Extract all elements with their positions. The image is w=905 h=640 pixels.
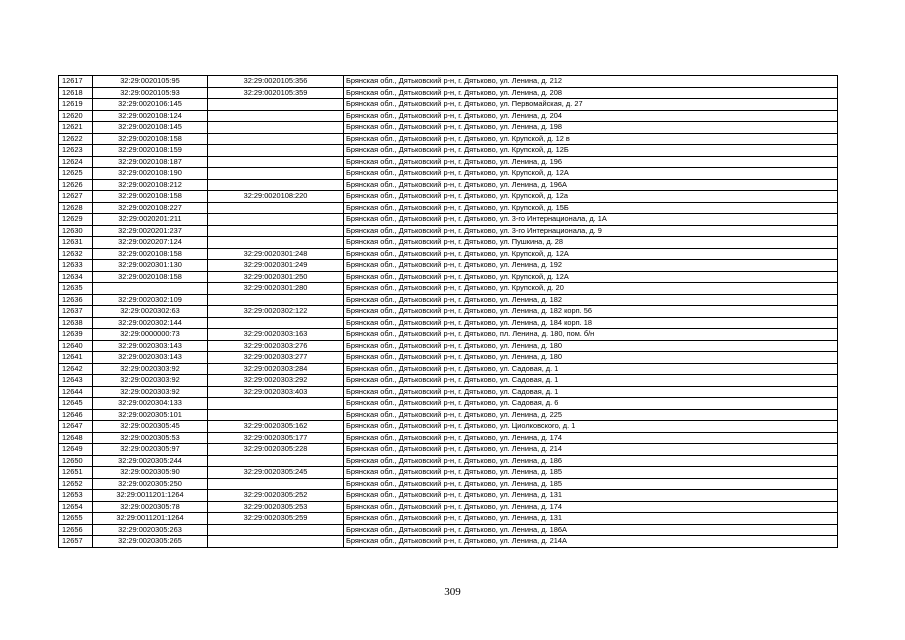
cadastral-number-2-cell: 32:29:0020305:252 (208, 490, 344, 502)
cadastral-number-2-cell: 32:29:0020301:248 (208, 248, 344, 260)
page-number: 309 (444, 586, 461, 598)
cadastral-number-cell: 32:29:0020108:212 (93, 179, 208, 191)
cadastral-number-cell: 32:29:0000000:73 (93, 329, 208, 341)
cadastral-number-cell: 32:29:0011201:1264 (93, 513, 208, 525)
cadastral-number-2-cell (208, 156, 344, 168)
row-number-cell: 12641 (59, 352, 93, 364)
row-number-cell: 12624 (59, 156, 93, 168)
cadastral-number-cell: 32:29:0020305:53 (93, 432, 208, 444)
cadastral-number-2-cell: 32:29:0020305:177 (208, 432, 344, 444)
row-number-cell: 12632 (59, 248, 93, 260)
table-row (59, 513, 838, 525)
address-cell: Брянская обл., Дятьковский р-н, г. Дятьково, ул. Пушкина, д. 28 (344, 237, 838, 249)
row-number-cell: 12650 (59, 455, 93, 467)
cadastral-number-2-cell: 32:29:0020303:284 (208, 363, 344, 375)
cadastral-number-cell: 32:29:0020105:95 (93, 76, 208, 88)
address-cell: Брянская обл., Дятьковский р-н, г. Дятьково, ул. 3-го Интернационала, д. 9 (344, 225, 838, 237)
table-row (59, 237, 838, 249)
address-cell: Брянская обл., Дятьковский р-н, г. Дятьково, ул. Садовая, д. 6 (344, 398, 838, 410)
table-row (59, 467, 838, 479)
cadastral-number-2-cell (208, 145, 344, 157)
cadastral-number-cell: 32:29:0020302:144 (93, 317, 208, 329)
row-number-cell: 12640 (59, 340, 93, 352)
row-number-cell: 12626 (59, 179, 93, 191)
row-number-cell: 12634 (59, 271, 93, 283)
table-row (59, 122, 838, 134)
cadastral-number-2-cell: 32:29:0020303:276 (208, 340, 344, 352)
cadastral-number-cell: 32:29:0020108:145 (93, 122, 208, 134)
row-number-cell: 12628 (59, 202, 93, 214)
cadastral-number-cell: 32:29:0020108:187 (93, 156, 208, 168)
row-number-cell: 12645 (59, 398, 93, 410)
table-row (59, 168, 838, 180)
cadastral-number-cell: 32:29:0020108:158 (93, 271, 208, 283)
cadastral-number-2-cell (208, 524, 344, 536)
cadastral-number-2-cell (208, 398, 344, 410)
cadastral-number-cell: 32:29:0020201:237 (93, 225, 208, 237)
row-number-cell: 12629 (59, 214, 93, 226)
cadastral-number-cell: 32:29:0020303:143 (93, 340, 208, 352)
cadastral-number-2-cell (208, 110, 344, 122)
cadastral-number-cell: 32:29:0020108:227 (93, 202, 208, 214)
cadastral-number-cell: 32:29:0020108:158 (93, 191, 208, 203)
address-cell: Брянская обл., Дятьковский р-н, г. Дятьково, ул. Крупской, д. 15Б (344, 202, 838, 214)
table-row (59, 283, 838, 295)
row-number-cell: 12623 (59, 145, 93, 157)
table-row (59, 133, 838, 145)
row-number-cell: 12630 (59, 225, 93, 237)
cadastral-number-2-cell: 32:29:0020305:228 (208, 444, 344, 456)
table-row (59, 214, 838, 226)
address-cell: Брянская обл., Дятьковский р-н, г. Дятьково, ул. Ленина, д. 198 (344, 122, 838, 134)
cadastral-number-2-cell: 32:29:0020305:253 (208, 501, 344, 513)
address-cell: Брянская обл., Дятьковский р-н, г. Дятьково, пл. Ленина, д. 180, пом. б/н (344, 329, 838, 341)
cadastral-number-2-cell: 32:29:0020303:277 (208, 352, 344, 364)
cadastral-number-cell: 32:29:0020305:250 (93, 478, 208, 490)
cadastral-number-cell (93, 283, 208, 295)
table-row (59, 145, 838, 157)
row-number-cell: 12644 (59, 386, 93, 398)
row-number-cell: 12627 (59, 191, 93, 203)
table-row (59, 260, 838, 272)
cadastral-number-2-cell: 32:29:0020303:163 (208, 329, 344, 341)
cadastral-number-2-cell (208, 409, 344, 421)
address-cell: Брянская обл., Дятьковский р-н, г. Дятьково, ул. Циолковского, д. 1 (344, 421, 838, 433)
cadastral-number-2-cell: 32:29:0020302:122 (208, 306, 344, 318)
row-number-cell: 12642 (59, 363, 93, 375)
cadastral-number-cell: 32:29:0020108:190 (93, 168, 208, 180)
cadastral-number-2-cell (208, 237, 344, 249)
address-cell: Брянская обл., Дятьковский р-н, г. Дятьково, ул. Первомайская, д. 27 (344, 99, 838, 111)
table-row (59, 524, 838, 536)
table-row (59, 87, 838, 99)
cadastral-number-cell: 32:29:0020108:124 (93, 110, 208, 122)
row-number-cell: 12656 (59, 524, 93, 536)
cadastral-number-2-cell: 32:29:0020305:245 (208, 467, 344, 479)
cadastral-number-cell: 32:29:0020303:92 (93, 363, 208, 375)
cadastral-number-cell: 32:29:0020304:133 (93, 398, 208, 410)
cadastral-number-2-cell (208, 294, 344, 306)
table-row (59, 248, 838, 260)
table-row (59, 536, 838, 548)
address-cell: Брянская обл., Дятьковский р-н, г. Дятьково, ул. Ленина, д. 214А (344, 536, 838, 548)
row-number-cell: 12649 (59, 444, 93, 456)
cadastral-number-cell: 32:29:0020305:244 (93, 455, 208, 467)
table-row (59, 329, 838, 341)
address-cell: Брянская обл., Дятьковский р-н, г. Дятьково, ул. Крупской, д. 12А (344, 271, 838, 283)
address-cell: Брянская обл., Дятьковский р-н, г. Дятьково, ул. Ленина, д. 174 (344, 501, 838, 513)
row-number-cell: 12643 (59, 375, 93, 387)
row-number-cell: 12635 (59, 283, 93, 295)
cadastral-number-cell: 32:29:0020305:265 (93, 536, 208, 548)
cadastral-number-cell: 32:29:0020305:97 (93, 444, 208, 456)
cadastral-number-2-cell: 32:29:0020301:280 (208, 283, 344, 295)
cadastral-number-2-cell: 32:29:0020105:356 (208, 76, 344, 88)
cadastral-number-2-cell: 32:29:0020305:162 (208, 421, 344, 433)
cadastral-number-2-cell (208, 455, 344, 467)
cadastral-number-cell: 32:29:0020105:93 (93, 87, 208, 99)
address-cell: Брянская обл., Дятьковский р-н, г. Дятьково, ул. Крупской, д. 12а (344, 191, 838, 203)
cadastral-number-2-cell: 32:29:0020303:292 (208, 375, 344, 387)
row-number-cell: 12657 (59, 536, 93, 548)
row-number-cell: 12648 (59, 432, 93, 444)
cadastral-number-2-cell (208, 214, 344, 226)
cadastral-number-2-cell: 32:29:0020108:220 (208, 191, 344, 203)
table-row (59, 386, 838, 398)
address-cell: Брянская обл., Дятьковский р-н, г. Дятьково, ул. Ленина, д. 212 (344, 76, 838, 88)
address-cell: Брянская обл., Дятьковский р-н, г. Дятьково, ул. Крупской, д. 20 (344, 283, 838, 295)
table-row (59, 432, 838, 444)
row-number-cell: 12631 (59, 237, 93, 249)
address-cell: Брянская обл., Дятьковский р-н, г. Дятьково, ул. Ленина, д. 208 (344, 87, 838, 99)
row-number-cell: 12647 (59, 421, 93, 433)
cadastral-number-cell: 32:29:0011201:1264 (93, 490, 208, 502)
table-row (59, 398, 838, 410)
row-number-cell: 12652 (59, 478, 93, 490)
row-number-cell: 12621 (59, 122, 93, 134)
row-number-cell: 12618 (59, 87, 93, 99)
table-row (59, 490, 838, 502)
address-cell: Брянская обл., Дятьковский р-н, г. Дятьково, ул. Садовая, д. 1 (344, 375, 838, 387)
address-cell: Брянская обл., Дятьковский р-н, г. Дятьково, ул. Ленина, д. 182 корп. 56 (344, 306, 838, 318)
row-number-cell: 12625 (59, 168, 93, 180)
table-row (59, 363, 838, 375)
address-cell: Брянская обл., Дятьковский р-н, г. Дятьково, ул. Ленина, д. 186 (344, 455, 838, 467)
cadastral-number-2-cell: 32:29:0020303:403 (208, 386, 344, 398)
row-number-cell: 12620 (59, 110, 93, 122)
cadastral-number-cell: 32:29:0020305:78 (93, 501, 208, 513)
cadastral-number-cell: 32:29:0020207:124 (93, 237, 208, 249)
cadastral-number-2-cell (208, 202, 344, 214)
address-cell: Брянская обл., Дятьковский р-н, г. Дятьково, ул. Ленина, д. 180 (344, 352, 838, 364)
cadastral-number-2-cell: 32:29:0020301:250 (208, 271, 344, 283)
address-cell: Брянская обл., Дятьковский р-н, г. Дятьково, ул. Ленина, д. 225 (344, 409, 838, 421)
table-row (59, 225, 838, 237)
table-row (59, 317, 838, 329)
table-row (59, 409, 838, 421)
cadastral-number-cell: 32:29:0020305:263 (93, 524, 208, 536)
cadastral-number-cell: 32:29:0020108:158 (93, 248, 208, 260)
address-cell: Брянская обл., Дятьковский р-н, г. Дятьково, ул. Ленина, д. 214 (344, 444, 838, 456)
row-number-cell: 12622 (59, 133, 93, 145)
table-row (59, 340, 838, 352)
cadastral-number-2-cell (208, 99, 344, 111)
cadastral-number-cell: 32:29:0020108:158 (93, 133, 208, 145)
table-row (59, 478, 838, 490)
table-row (59, 294, 838, 306)
address-cell: Брянская обл., Дятьковский р-н, г. Дятьково, ул. Садовая, д. 1 (344, 363, 838, 375)
row-number-cell: 12617 (59, 76, 93, 88)
table-row (59, 202, 838, 214)
address-cell: Брянская обл., Дятьковский р-н, г. Дятьково, ул. Ленина, д. 131 (344, 490, 838, 502)
address-cell: Брянская обл., Дятьковский р-н, г. Дятьково, ул. Крупской, д. 12А (344, 168, 838, 180)
cadastral-number-cell: 32:29:0020302:63 (93, 306, 208, 318)
row-number-cell: 12654 (59, 501, 93, 513)
address-cell: Брянская обл., Дятьковский р-н, г. Дятьково, ул. Ленина, д. 186А (344, 524, 838, 536)
row-number-cell: 12633 (59, 260, 93, 272)
address-cell: Брянская обл., Дятьковский р-н, г. Дятьково, ул. Ленина, д. 184 корп. 18 (344, 317, 838, 329)
table-row (59, 421, 838, 433)
address-cell: Брянская обл., Дятьковский р-н, г. Дятьково, ул. Ленина, д. 196А (344, 179, 838, 191)
row-number-cell: 12639 (59, 329, 93, 341)
address-cell: Брянская обл., Дятьковский р-н, г. Дятьково, ул. Ленина, д. 131 (344, 513, 838, 525)
cadastral-number-cell: 32:29:0020303:143 (93, 352, 208, 364)
table-row (59, 156, 838, 168)
address-cell: Брянская обл., Дятьковский р-н, г. Дятьково, ул. Крупской, д. 12Б (344, 145, 838, 157)
row-number-cell: 12653 (59, 490, 93, 502)
row-number-cell: 12651 (59, 467, 93, 479)
cadastral-number-cell: 32:29:0020305:45 (93, 421, 208, 433)
cadastral-number-cell: 32:29:0020201:211 (93, 214, 208, 226)
table-row (59, 76, 838, 88)
cadastral-number-cell: 32:29:0020106:145 (93, 99, 208, 111)
registry-table-body (59, 76, 838, 548)
table-row (59, 444, 838, 456)
cadastral-number-cell: 32:29:0020305:101 (93, 409, 208, 421)
cadastral-number-2-cell: 32:29:0020105:359 (208, 87, 344, 99)
address-cell: Брянская обл., Дятьковский р-н, г. Дятьково, ул. Ленина, д. 192 (344, 260, 838, 272)
cadastral-number-2-cell (208, 536, 344, 548)
cadastral-number-cell: 32:29:0020301:130 (93, 260, 208, 272)
cadastral-number-cell: 32:29:0020302:109 (93, 294, 208, 306)
row-number-cell: 12636 (59, 294, 93, 306)
address-cell: Брянская обл., Дятьковский р-н, г. Дятьково, ул. Ленина, д. 182 (344, 294, 838, 306)
row-number-cell: 12638 (59, 317, 93, 329)
address-cell: Брянская обл., Дятьковский р-н, г. Дятьково, ул. 3-го Интернационала, д. 1А (344, 214, 838, 226)
table-row (59, 455, 838, 467)
table-row (59, 306, 838, 318)
cadastral-number-cell: 32:29:0020303:92 (93, 386, 208, 398)
table-row (59, 191, 838, 203)
table-row (59, 179, 838, 191)
address-cell: Брянская обл., Дятьковский р-н, г. Дятьково, ул. Ленина, д. 174 (344, 432, 838, 444)
cadastral-number-2-cell: 32:29:0020301:249 (208, 260, 344, 272)
address-cell: Брянская обл., Дятьковский р-н, г. Дятьково, ул. Садовая, д. 1 (344, 386, 838, 398)
cadastral-number-2-cell (208, 168, 344, 180)
cadastral-number-2-cell (208, 122, 344, 134)
cadastral-number-2-cell (208, 225, 344, 237)
address-cell: Брянская обл., Дятьковский р-н, г. Дятьково, ул. Ленина, д. 180 (344, 340, 838, 352)
address-cell: Брянская обл., Дятьковский р-н, г. Дятьково, ул. Крупской, д. 12 в (344, 133, 838, 145)
table-row (59, 501, 838, 513)
table-row (59, 375, 838, 387)
cadastral-number-2-cell (208, 133, 344, 145)
property-registry-table (58, 75, 838, 548)
table-row (59, 271, 838, 283)
address-cell: Брянская обл., Дятьковский р-н, г. Дятьково, ул. Крупской, д. 12А (344, 248, 838, 260)
address-cell: Брянская обл., Дятьковский р-н, г. Дятьково, ул. Ленина, д. 185 (344, 467, 838, 479)
cadastral-number-cell: 32:29:0020108:159 (93, 145, 208, 157)
address-cell: Брянская обл., Дятьковский р-н, г. Дятьково, ул. Ленина, д. 196 (344, 156, 838, 168)
cadastral-number-2-cell (208, 317, 344, 329)
row-number-cell: 12655 (59, 513, 93, 525)
row-number-cell: 12637 (59, 306, 93, 318)
address-cell: Брянская обл., Дятьковский р-н, г. Дятьково, ул. Ленина, д. 204 (344, 110, 838, 122)
table-row (59, 110, 838, 122)
cadastral-number-2-cell: 32:29:0020305:259 (208, 513, 344, 525)
address-cell: Брянская обл., Дятьковский р-н, г. Дятьково, ул. Ленина, д. 185 (344, 478, 838, 490)
cadastral-number-cell: 32:29:0020303:92 (93, 375, 208, 387)
table-row (59, 352, 838, 364)
cadastral-number-2-cell (208, 179, 344, 191)
table-row (59, 99, 838, 111)
cadastral-number-2-cell (208, 478, 344, 490)
cadastral-number-cell: 32:29:0020305:90 (93, 467, 208, 479)
row-number-cell: 12619 (59, 99, 93, 111)
row-number-cell: 12646 (59, 409, 93, 421)
